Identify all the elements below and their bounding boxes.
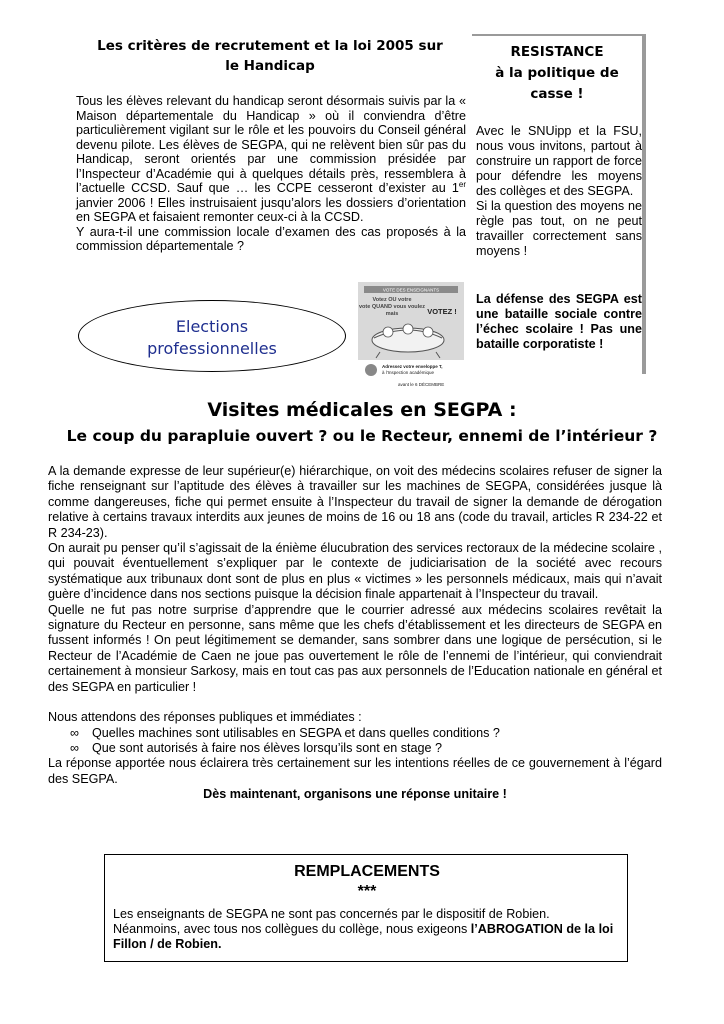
article-subtitle-visites: Le coup du parapluie ouvert ? ou le Recteur, ennemi de l’intérieur ? [66, 427, 658, 445]
infinity-bullet-icon: ∞ [70, 725, 79, 740]
poster-votez: VOTEZ ! [427, 307, 457, 316]
poster-caption: à l’Inspection académique [382, 370, 435, 375]
sidebar-title-line: RESISTANCE [510, 44, 604, 60]
sidebar-body [476, 124, 642, 259]
article-title-recrutement: Les critères de recrutement et la loi 2005 sur le Handicap [97, 38, 443, 74]
article-text: janvier 2006 ! Elles instruisaient jusqu’alors les dossiers d’orientation en SEGPA et faisaient remonter ceux-ci à la CCSD. [76, 195, 466, 224]
article-paragraph: A la demande expresse de leur supérieur(e) hiérarchique, on voit des médecins scolaires refuser de signer la fiche renseignant sur l’aptitude des élèves à travailler sur les machines de SEGPA, considérées jusque là comme dangereuses, fiche qui permet ensuite à l’Inspecteur du travail de signer la demande de dérogation relative à certains travaux interdits aux jeunes de moins de 16 ou 18 ans (code du travail, articles R 234-22 et R 234-23). [48, 464, 662, 540]
list-item [48, 741, 662, 756]
remplacements-stars: *** [357, 883, 377, 900]
superscript: er [458, 179, 466, 189]
article-title-visites: Visites médicales en SEGPA : [207, 399, 517, 421]
article-text: Tous les élèves relevant du handicap seront désormais suivis par la « Maison départementale du Handicap » où il conviendra d’être particulièrement vigilant sur le rôle et les pouvoirs du Conseil général devenu pilote. Les élèves de SEGPA, qui ne relèvent bien sûr pas du Handicap, seront orientés par une commission présidée par l’Inspecteur d’Académie qui à quelques détails près, ressemblera à l’actuelle CCSD. Sauf que … les CCPE cesseront d’exister au 1 [76, 94, 466, 195]
infinity-bullet-icon: ∞ [70, 740, 79, 755]
article-paragraph: Nous attendons des réponses publiques et immédiates : [48, 710, 362, 725]
sidebar-bold-statement: La défense des SEGPA est une bataille sociale contre l’échec scolaire ! Pas une bataille corporatiste ! [476, 292, 642, 351]
elections-line: Elections [175, 317, 249, 336]
sidebar-title [472, 42, 642, 105]
sidebar-paragraph: Si la question des moyens ne règle pas tout, on ne peut travailler correctement sans moyens ! [476, 199, 642, 258]
sidebar-resistance [472, 34, 646, 374]
sidebar-title-line: à la politique de [495, 65, 619, 81]
question-list [48, 726, 662, 757]
elections-label [78, 316, 346, 360]
poster-banner: VOTE DES ENSEIGNANTS [382, 287, 440, 293]
remplacements-box [104, 854, 628, 962]
poster-slogan: mais [385, 311, 399, 317]
election-poster-image [358, 282, 464, 392]
article-closing: Dès maintenant, organisons une réponse unitaire ! [203, 787, 507, 802]
elections-line: professionnelles [147, 339, 277, 358]
poster-slogan: vote QUAND vous voulez [358, 304, 426, 310]
poster-caption: Adressez votre enveloppe T, [382, 364, 443, 369]
remplacements-body [113, 907, 619, 952]
sidebar-paragraph: Avec le SNUipp et la FSU, nous vous invitons, partout à construire un rapport de force pour défendre les moyens des collèges et des SEGPA. [476, 124, 642, 198]
article-paragraph: Quelle ne fut pas notre surprise d’apprendre que le courrier adressé aux médecins scolaires revêtait la signature du Recteur en personne, sans même que les chefs d’établissement et les directeurs de SEGPA en fussent informés ! On peut légitimement se demander, sans sombrer dans une logique de persécution, si le Recteur de l’Académie de Caen ne joue pas ouvertement le rôle de l’ennemi de l’intérieur, qui conviendrait certainement à monsieur Sarkosy, mais en tout cas pas aux personnels de l’Education nationale en général et des SEGPA en particulier ! [48, 602, 662, 694]
list-item-text: Que sont autorisés à faire nos élèves lorsqu’ils sont en stage ? [92, 740, 443, 755]
poster-slogan: Votez OU votre [372, 297, 412, 303]
article-body-visites [48, 464, 662, 803]
remplacements-text: Les enseignants de SEGPA ne sont pas concernés par le dispositif de Robien. Néanmoins, avec tous nos collègues du collège, nous exigeons [113, 907, 550, 936]
sidebar-title-line: casse ! [530, 86, 584, 102]
spacer [48, 695, 662, 710]
remplacements-title: REMPLACEMENTS [294, 863, 440, 880]
list-item [48, 726, 662, 741]
remplacements-bold-text: l’ABROGATION de la loi Fillon / de Robien. [113, 922, 614, 951]
article-paragraph: On aurait pu penser qu’il s’agissait de la énième élucubration des services rectoraux de la médecine scolaire , qui pouvait éventuellement s’expliquer par le contexte de judiciarisation de la société avec recours systématique aux tribunaux dont sont de plus en plus « victimes » les personnels médicaux, mais qui n’avait guère d’incidence dans nos sections puisque la décision finale appartenait à l’Inspecteur du travail. [48, 541, 662, 602]
article-paragraph [76, 94, 466, 225]
list-item-text: Quelles machines sont utilisables en SEGPA et dans quelles conditions ? [92, 725, 500, 740]
poster-caption: avant le 6 DÉCEMBRE [398, 382, 445, 387]
article-body-recrutement [76, 94, 466, 254]
article-paragraph: Y aura-t-il une commission locale d’examen des cas proposés à la commission départementale ? [76, 224, 466, 253]
article-paragraph: La réponse apportée nous éclairera très certainement sur les intentions réelles de ce gouvernement à l’égard des SEGPA. [48, 756, 662, 786]
